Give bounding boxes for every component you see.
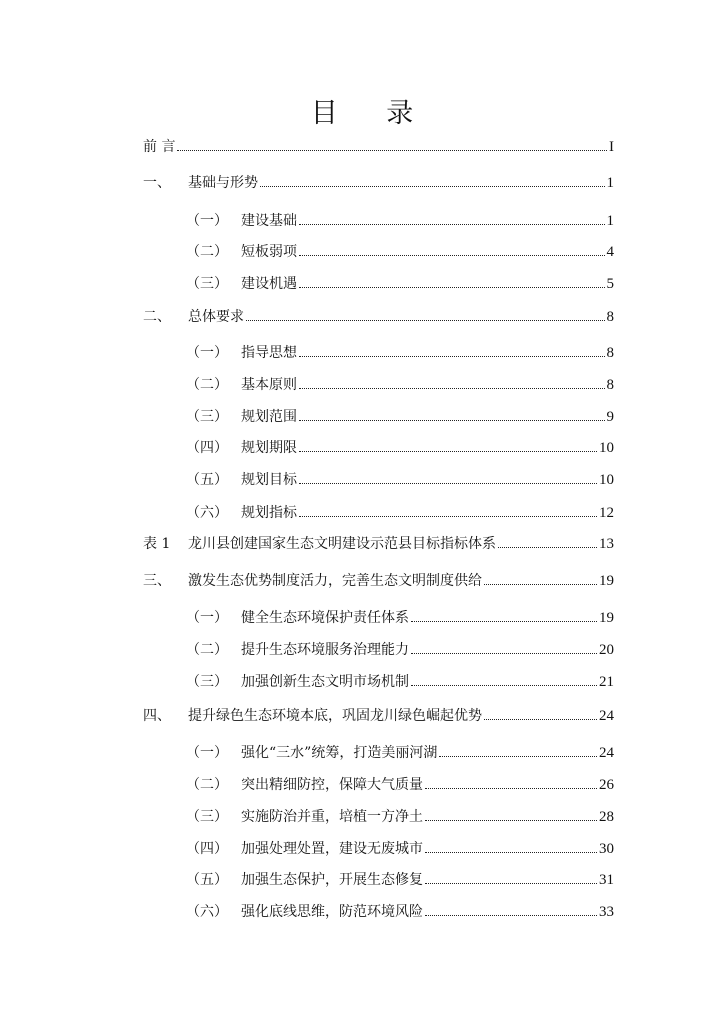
- dot-leader: [299, 451, 597, 452]
- toc-entry-section[interactable]: [186, 838, 614, 860]
- dot-leader: [299, 224, 605, 225]
- toc-entry-number: （二）: [186, 377, 228, 393]
- toc-entry-number: （二）: [186, 244, 228, 260]
- dot-leader: [299, 483, 597, 484]
- toc-page-number: 13: [599, 536, 614, 552]
- toc-entry-text: 基本原则: [241, 377, 297, 393]
- dot-leader: [439, 756, 597, 757]
- toc-entry-number: 二、: [143, 309, 171, 325]
- toc-page-number: 9: [606, 409, 614, 425]
- toc-entry-number: （六）: [186, 904, 228, 920]
- dot-leader: [299, 516, 597, 517]
- toc-page-number: 10: [599, 472, 614, 488]
- dot-leader: [498, 547, 597, 548]
- toc-page-number: 24: [599, 708, 614, 724]
- page-title: 目 录: [310, 98, 434, 129]
- toc-entry-text: 提升生态环境服务治理能力: [241, 642, 409, 658]
- toc-page-number: 21: [599, 674, 614, 690]
- toc-page-number: 5: [606, 276, 614, 292]
- toc-entry-text: 突出精细防控，保障大气质量: [241, 777, 423, 793]
- toc-page-number: 8: [606, 345, 614, 361]
- dot-leader: [425, 883, 597, 884]
- dot-leader: [299, 420, 605, 421]
- toc-entry-text: 指导思想: [241, 345, 297, 361]
- toc-entry-section[interactable]: [186, 869, 614, 891]
- toc-entry-chapter-2[interactable]: [143, 306, 614, 328]
- dot-leader: [425, 820, 597, 821]
- toc-entry-section[interactable]: [186, 374, 614, 396]
- toc-entry-number: （三）: [186, 674, 228, 690]
- toc-page-number: 31: [599, 872, 614, 888]
- toc-entry-section[interactable]: [186, 806, 614, 828]
- toc-entry-text: 规划目标: [241, 472, 297, 488]
- dot-leader: [299, 287, 605, 288]
- toc-entry-section[interactable]: [186, 901, 614, 923]
- toc-entry-text: 强化底线思维，防范环境风险: [241, 904, 423, 920]
- toc-entry-number: （一）: [186, 213, 228, 229]
- toc-page-number: I: [609, 139, 614, 155]
- toc-entry-number: 四、: [143, 708, 171, 724]
- toc-entry-number: （二）: [186, 777, 228, 793]
- toc-entry-number: 一、: [143, 175, 171, 191]
- toc-page-number: 30: [599, 841, 614, 857]
- toc-entry-number: （一）: [186, 745, 228, 761]
- toc-entry-chapter-1[interactable]: [143, 172, 614, 194]
- toc-entry-text: 龙川县创建国家生态文明建设示范县目标指标体系: [188, 536, 496, 552]
- toc-entry-number: （三）: [186, 276, 228, 292]
- toc-page-number: 1: [606, 213, 614, 229]
- toc-entry-text: 加强创新生态文明市场机制: [241, 674, 409, 690]
- dot-leader: [299, 255, 605, 256]
- dot-leader: [411, 621, 597, 622]
- dot-leader: [484, 584, 597, 585]
- toc-entry-text: 加强处理处置，建设无废城市: [241, 841, 423, 857]
- toc-entry-chapter-3[interactable]: [143, 570, 614, 592]
- toc-page-number: 28: [599, 809, 614, 825]
- toc-entry-text: 激发生态优势制度活力，完善生态文明制度供给: [188, 573, 482, 589]
- toc-entry-text: 强化“三水”统筹，打造美丽河湖: [241, 745, 438, 761]
- toc-entry-text: 短板弱项: [241, 244, 297, 260]
- toc-entry-text: 加强生态保护，开展生态修复: [241, 872, 423, 888]
- toc-page-number: 4: [606, 244, 614, 260]
- toc-entry-text: 建设机遇: [241, 276, 297, 292]
- toc-entry-section[interactable]: [186, 671, 614, 693]
- toc-entry-number: （一）: [186, 610, 228, 626]
- toc-entry-number: 表 1: [143, 536, 171, 552]
- toc-entry-number: （三）: [186, 409, 228, 425]
- toc-entry-number: （二）: [186, 642, 228, 658]
- dot-leader: [260, 186, 605, 187]
- toc-entry-number: （五）: [186, 872, 228, 888]
- dot-leader: [425, 915, 597, 916]
- toc-entry-chapter-4[interactable]: [143, 705, 614, 727]
- dot-leader: [411, 685, 597, 686]
- toc-entry-section[interactable]: [186, 406, 614, 428]
- toc-page-number: 26: [599, 777, 614, 793]
- dot-leader: [299, 356, 605, 357]
- dot-leader: [411, 653, 597, 654]
- dot-leader: [425, 852, 597, 853]
- toc-entry-section[interactable]: [186, 273, 614, 295]
- toc-entry-text: 规划期限: [241, 440, 297, 456]
- toc-entry-text: 前 言: [143, 139, 176, 155]
- toc-entry-text: 提升绿色生态环境本底，巩固龙川绿色崛起优势: [188, 708, 482, 724]
- toc-entry-section[interactable]: [186, 607, 614, 629]
- toc-entry-number: （四）: [186, 440, 228, 456]
- toc-page-number: 24: [599, 745, 614, 761]
- toc-entry-section[interactable]: [186, 241, 614, 263]
- toc-page-number: 19: [599, 573, 614, 589]
- toc-entry-table-1[interactable]: [143, 533, 614, 555]
- dot-leader: [299, 388, 605, 389]
- toc-entry-preface[interactable]: [143, 136, 614, 158]
- toc-entry-text: 健全生态环境保护责任体系: [241, 610, 409, 626]
- toc-entry-text: 总体要求: [188, 309, 244, 325]
- toc-page-number: 19: [599, 610, 614, 626]
- toc-entry-text: 规划范围: [241, 409, 297, 425]
- toc-entry-number: （三）: [186, 809, 228, 825]
- toc-page-number: 8: [606, 309, 614, 325]
- dot-leader: [425, 788, 597, 789]
- toc-page-number: 8: [606, 377, 614, 393]
- toc-entry-text: 建设基础: [241, 213, 297, 229]
- toc-entry-number: （一）: [186, 345, 228, 361]
- toc-entry-number: （四）: [186, 841, 228, 857]
- toc-page-number: 1: [606, 175, 614, 191]
- toc-entry-number: 三、: [143, 573, 171, 589]
- toc-entry-section[interactable]: [186, 342, 614, 364]
- dot-leader: [177, 150, 607, 151]
- toc-entry-section[interactable]: [186, 639, 614, 661]
- toc-entry-section[interactable]: [186, 210, 614, 232]
- toc-entry-section[interactable]: [186, 469, 614, 491]
- dot-leader: [484, 719, 597, 720]
- toc-entry-section[interactable]: [186, 502, 614, 524]
- toc-page-number: 33: [599, 904, 614, 920]
- toc-entry-number: （六）: [186, 505, 228, 521]
- toc-page-number: 10: [599, 440, 614, 456]
- toc-entry-text: 实施防治并重，培植一方净土: [241, 809, 423, 825]
- toc-entry-section[interactable]: [186, 742, 614, 764]
- toc-entry-text: 基础与形势: [188, 175, 258, 191]
- toc-entry-text: 规划指标: [241, 505, 297, 521]
- dot-leader: [246, 320, 605, 321]
- toc-entry-section[interactable]: [186, 774, 614, 796]
- toc-entry-number: （五）: [186, 472, 228, 488]
- toc-entry-section[interactable]: [186, 437, 614, 459]
- toc-page-number: 12: [599, 505, 614, 521]
- toc-page-number: 20: [599, 642, 614, 658]
